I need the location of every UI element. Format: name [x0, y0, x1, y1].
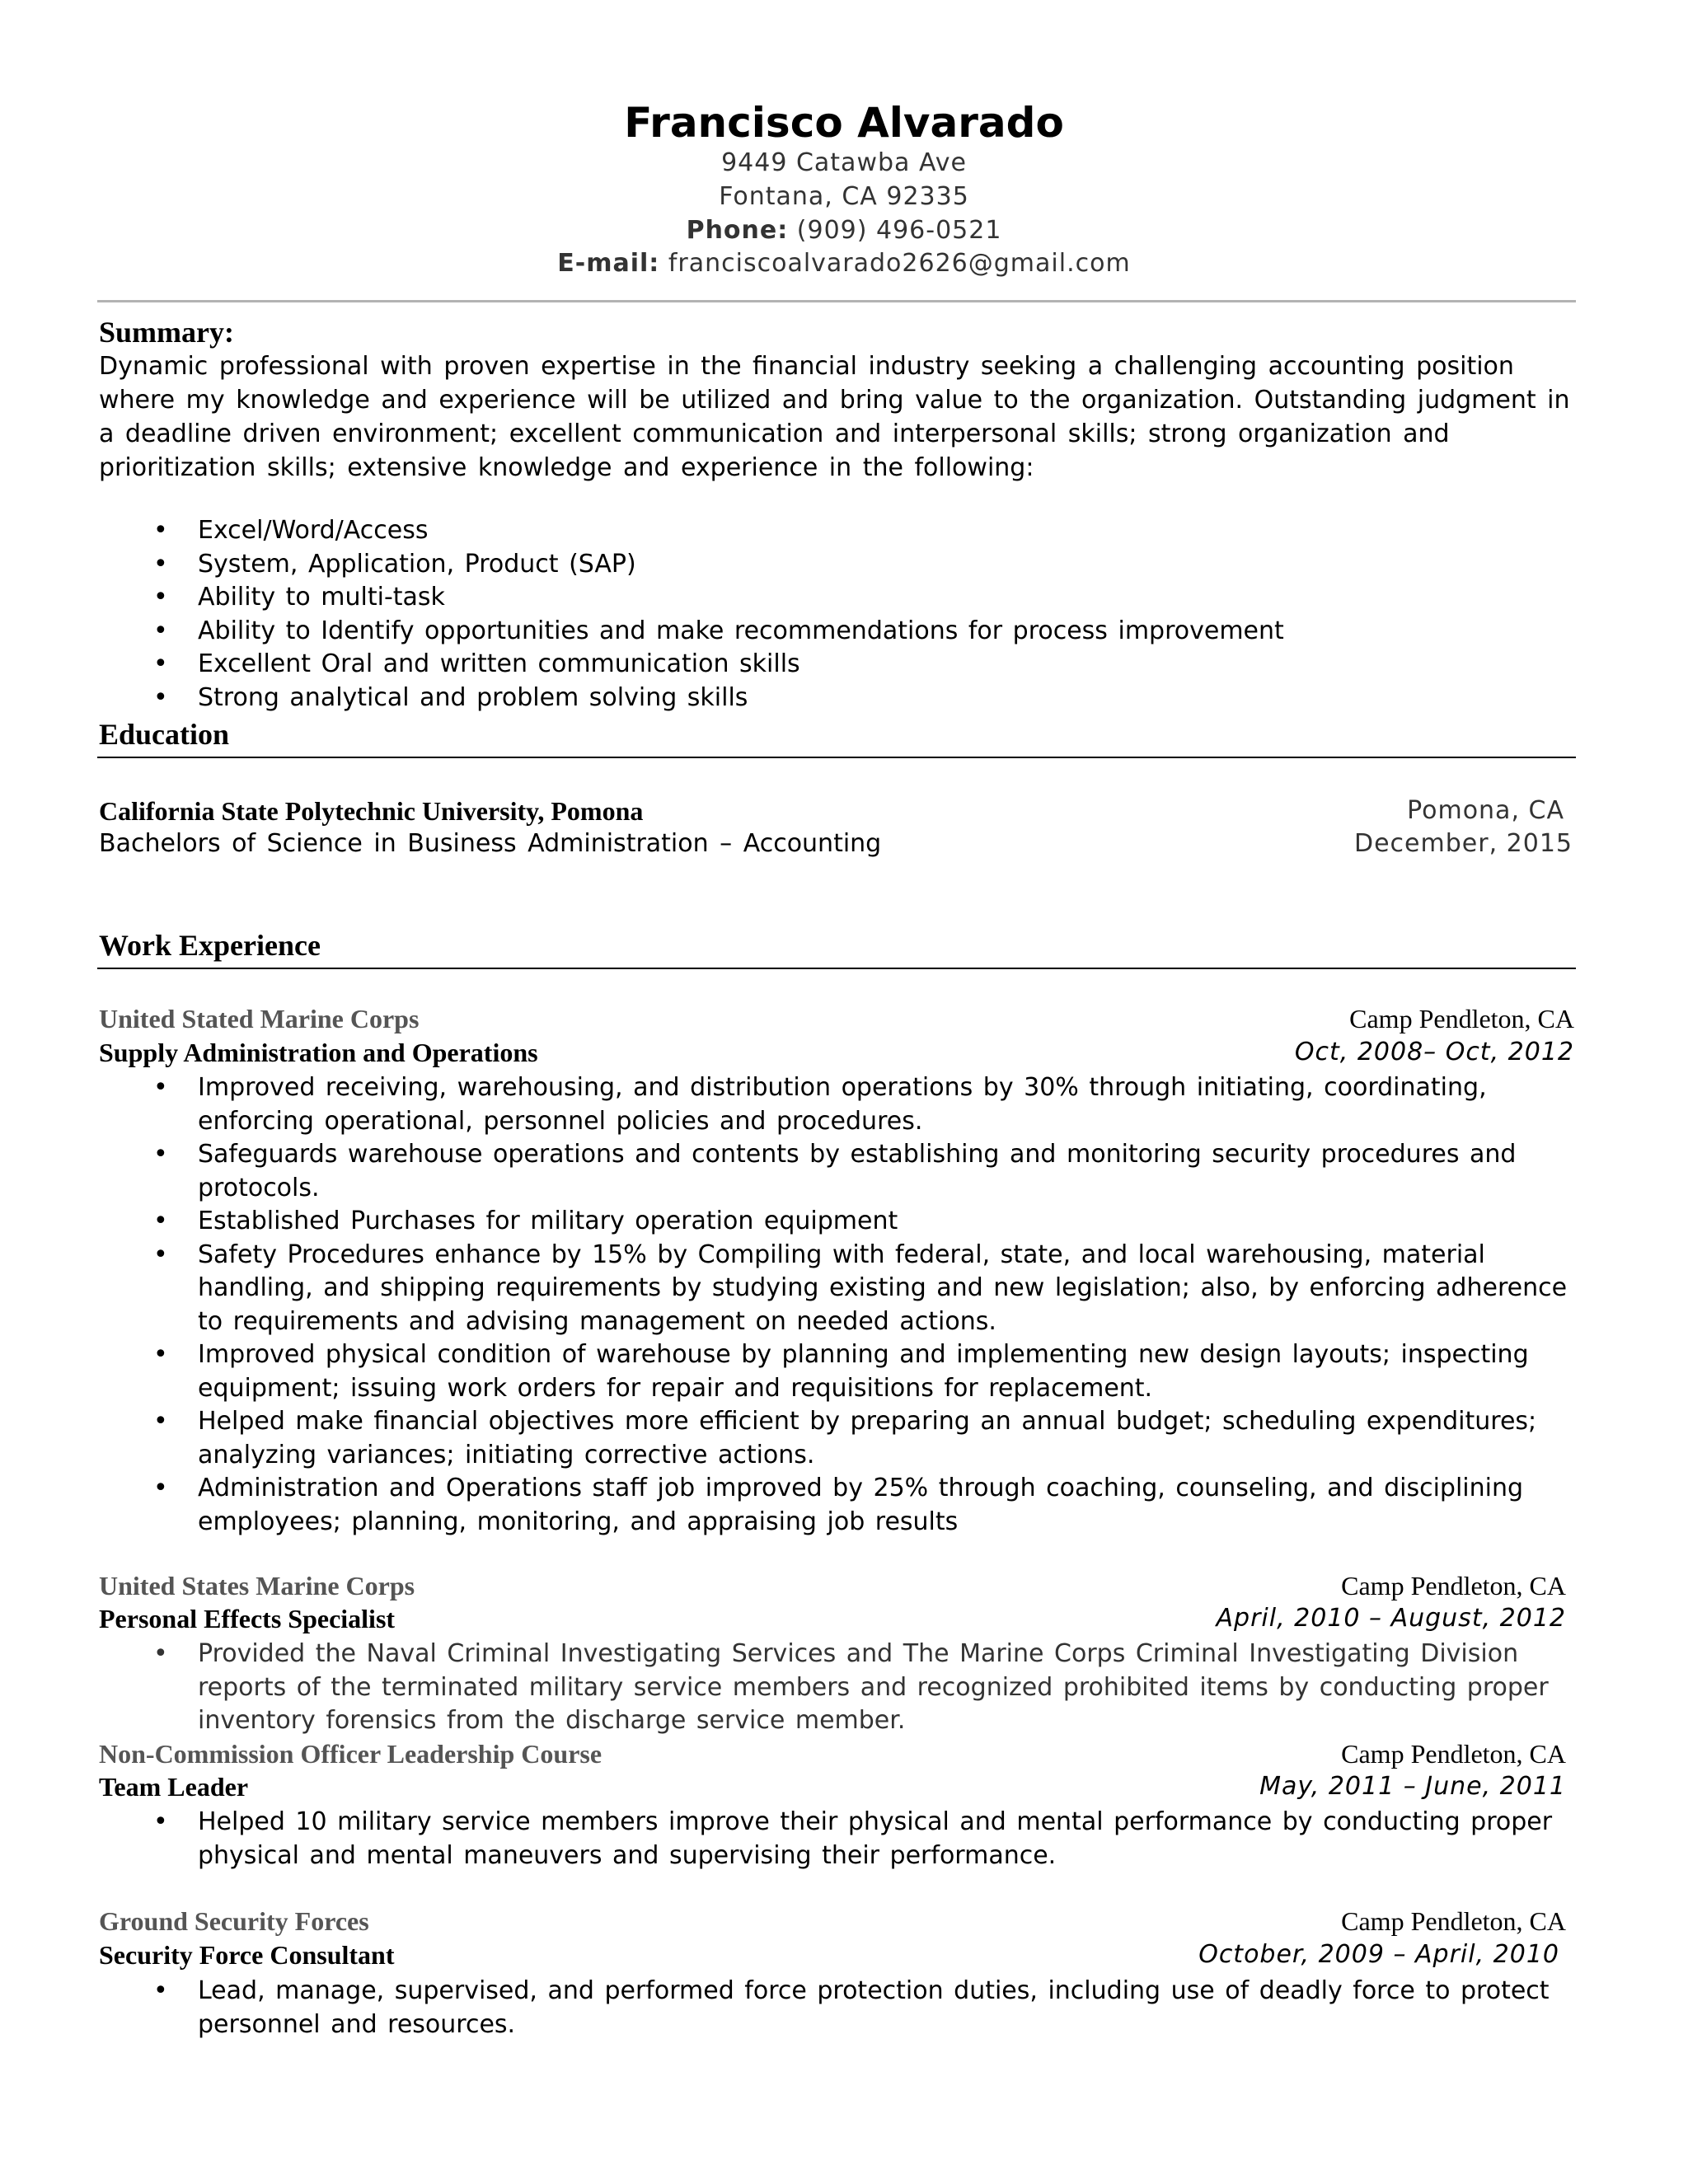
phone-line: [0, 216, 1688, 245]
skills-list: [0, 514, 1574, 715]
job-1-role-row: [99, 1038, 1574, 1072]
job-2-org-row: [99, 1571, 1574, 1605]
job-4-bullets: [0, 1975, 1574, 2041]
list-item: • Excellent Oral and written communication skills: [0, 648, 1574, 682]
job-3-role-row: [99, 1772, 1574, 1807]
job-4-org-row: [99, 1906, 1574, 1941]
work-heading: Work Experience: [99, 929, 321, 962]
job-dates: April, 2010 – August, 2012: [1216, 1604, 1566, 1633]
job-location: Camp Pendleton, CA: [1341, 1739, 1566, 1769]
job-4-role-row: [99, 1940, 1574, 1975]
job-role: Supply Administration and Operations: [99, 1038, 538, 1067]
job-location: Camp Pendleton, CA: [1341, 1906, 1566, 1936]
school-name: California State Polytechnic University, Pomona: [99, 796, 644, 826]
list-item: • Strong analytical and problem solving skills: [0, 682, 1574, 715]
job-location: Camp Pendleton, CA: [1341, 1571, 1566, 1601]
email-address: franciscoalvarado2626@gmail.com: [668, 249, 1131, 278]
list-item: • Lead, manage, supervised, and performed force protection duties, including use of deadly force to protect personnel and resources.: [0, 1975, 1574, 2041]
job-3-bullets: [0, 1806, 1574, 1872]
job-location: Camp Pendleton, CA: [1349, 1004, 1574, 1033]
list-item: • Improved physical condition of warehouse by planning and implementing new design layouts; inspecting equipment; issuing work orders for repair and requisitions for replacement.: [0, 1338, 1574, 1405]
education-heading: Education: [99, 718, 230, 751]
job-org: Non-Commission Officer Leadership Course: [99, 1739, 603, 1769]
job-2-bullets: [0, 1638, 1574, 1738]
list-item: • Improved receiving, warehousing, and distribution operations by 30% through initiating, coordinating, enforcing operational, personnel policies and procedures.: [0, 1071, 1574, 1138]
job-1-bullets: [0, 1071, 1574, 1539]
degree: Bachelors of Science in Business Administration – Accounting: [99, 829, 882, 858]
list-item: • Helped make financial objectives more efficient by preparing an annual budget; scheduling expenditures; analyzing variances; initiating corrective actions.: [0, 1405, 1574, 1472]
address-line-2: Fontana, CA 92335: [719, 182, 969, 211]
candidate-name: Francisco Alvarado: [624, 99, 1064, 147]
email-label: E-mail:: [557, 249, 660, 278]
job-3-org-row: [99, 1739, 1574, 1774]
list-item: • Helped 10 military service members improve their physical and mental performance by conducting proper physical and mental maneuvers and supervising their performance.: [0, 1806, 1574, 1872]
summary-heading: Summary:: [99, 316, 234, 349]
job-org: United States Marine Corps: [99, 1571, 415, 1601]
phone-label: Phone:: [686, 216, 789, 245]
job-org: United Stated Marine Corps: [99, 1004, 420, 1033]
education-row-1: [99, 796, 1574, 831]
job-dates: Oct, 2008– Oct, 2012: [1294, 1038, 1574, 1066]
list-item: • Ability to Identify opportunities and make recommendations for process improvement: [0, 615, 1574, 649]
job-1-org-row: [99, 1004, 1574, 1038]
graduation-date: December, 2015: [1354, 829, 1573, 858]
email-line: [0, 249, 1688, 278]
list-item: • System, Application, Product (SAP): [0, 548, 1574, 582]
list-item: • Safety Procedures enhance by 15% by Compiling with federal, state, and local warehousing, material handling, and shipping requirements by studying existing and new legislation; also, by enforcing adherence to requirements and advising management on needed actions.: [0, 1239, 1574, 1339]
education-row-2: [99, 829, 1574, 864]
list-item: • Established Purchases for military operation equipment: [0, 1205, 1574, 1239]
list-item: • Excel/Word/Access: [0, 514, 1574, 548]
job-role: Team Leader: [99, 1772, 249, 1802]
list-item: • Administration and Operations staff job improved by 25% through coaching, counseling, and disciplining employees; planning, monitoring, and appraising job results: [0, 1472, 1574, 1539]
job-role: Personal Effects Specialist: [99, 1604, 396, 1633]
job-dates: October, 2009 – April, 2010: [1198, 1940, 1559, 1969]
job-dates: May, 2011 – June, 2011: [1259, 1772, 1566, 1801]
work-divider: [97, 968, 1576, 969]
job-2-role-row: [99, 1604, 1574, 1638]
phone-number: (909) 496-0521: [796, 216, 1002, 245]
education-divider: [97, 757, 1576, 758]
job-org: Ground Security Forces: [99, 1906, 369, 1936]
list-item: • Safeguards warehouse operations and contents by establishing and monitoring security procedures and protocols.: [0, 1138, 1574, 1205]
summary-paragraph: Dynamic professional with proven expertise in the financial industry seeking a challenging accounting position where my knowledge and experience will be utilized and bring value to the organization. Outstanding judgment in a deadline driven environment; excellent communication and interpersonal skills; strong organization and prioritization skills; extensive knowledge and experience in the following:: [99, 352, 1570, 482]
list-item: • Provided the Naval Criminal Investigating Services and The Marine Corps Criminal Investigating Division reports of the terminated military service members and recognized prohibited items by conducting proper inventory forensics from the discharge service member.: [0, 1638, 1574, 1738]
job-role: Security Force Consultant: [99, 1940, 395, 1970]
header-divider: [97, 300, 1576, 302]
address-line-1: 9449 Catawba Ave: [721, 148, 967, 177]
list-item: • Ability to multi-task: [0, 581, 1574, 615]
school-location: Pomona, CA: [1407, 796, 1564, 825]
